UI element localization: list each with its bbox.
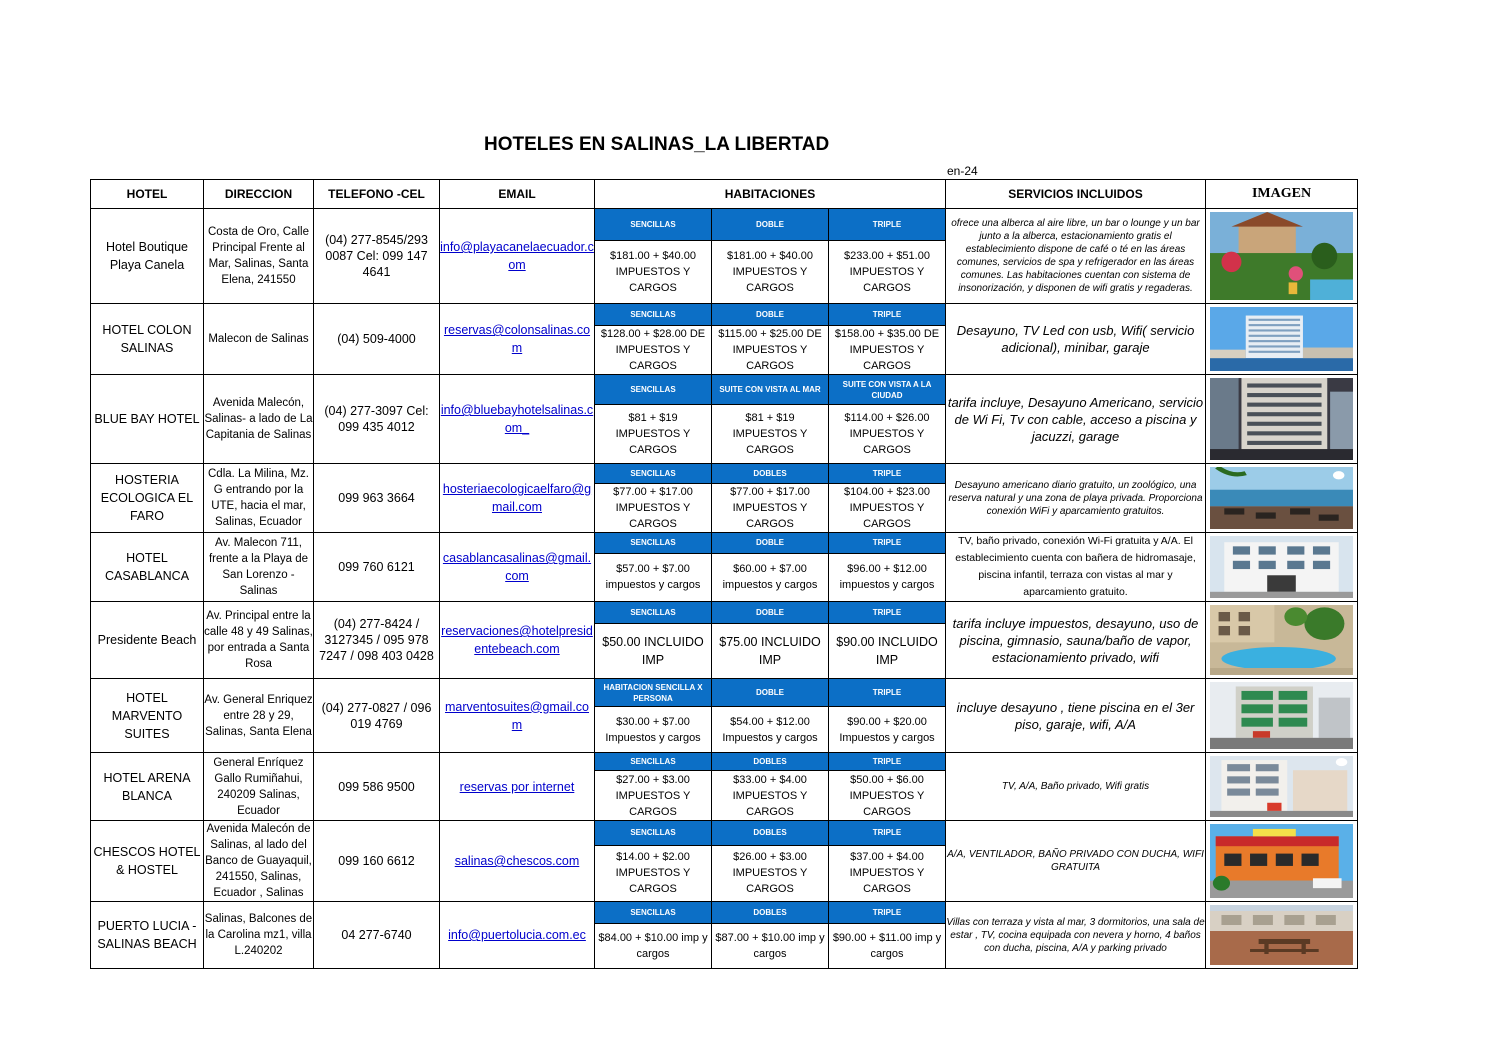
hotel-name: BLUE BAY HOTEL: [91, 375, 204, 464]
room-type-label: TRIPLE: [829, 209, 946, 241]
hotel-email-link[interactable]: salinas@chescos.com: [454, 854, 580, 868]
room-price: $96.00 + $12.00 impuestos y cargos: [829, 553, 946, 601]
room-price: $75.00 INCLUIDO IMP: [712, 624, 829, 679]
room-price: $81 + $19 IMPUESTOS Y CARGOS: [595, 405, 712, 464]
hotel-email-cell: [440, 533, 595, 602]
hotel-email-cell: [440, 821, 595, 902]
services-included: ofrece una alberca al aire libre, un bar o lounge y un bar junto a la alberca, estacionamiento gratis el establecimiento dispone de café o té en las áreas comunes, servicios de spa y refrigerador en las áreas comunes. Las habitaciones cuentan con sistema de insonorización, y disponen de wifi gratis y regaderas.: [946, 209, 1206, 304]
hotel-image-cell: [1206, 375, 1358, 464]
room-type-label: SENCILLAS: [595, 304, 712, 326]
header-imagen: IMAGEN: [1206, 180, 1358, 209]
room-type-label: SENCILLAS: [595, 375, 712, 405]
room-price: $60.00 + $7.00 impuestos y cargos: [712, 553, 829, 601]
hotel-name: HOTEL CASABLANCA: [91, 533, 204, 602]
room-type-label: SENCILLAS: [595, 753, 712, 771]
room-type-label: SENCILLAS: [595, 533, 712, 554]
hotel-image-cell: [1206, 821, 1358, 902]
room-type-label: TRIPLE: [829, 902, 946, 924]
hotel-address: Av. General Enriquez entre 28 y 29, Salinas, Santa Elena: [204, 679, 314, 753]
table-row: [91, 602, 1358, 624]
hotel-phone: (04) 277-8424 / 3127345 / 095 978 7247 / 098 403 0428: [314, 602, 440, 679]
room-type-label: DOBLE: [712, 679, 829, 707]
hotel-phone: (04) 509-4000: [314, 304, 440, 375]
room-type-label: SUITE CON VISTA AL MAR: [712, 375, 829, 405]
room-type-label: DOBLE: [712, 533, 829, 554]
room-price: $37.00 + $4.00 IMPUESTOS Y CARGOS: [829, 845, 946, 901]
services-included: Desayuno, TV Led con usb, Wifi( servicio adicional), minibar, garaje: [946, 304, 1206, 375]
hotel-email-link[interactable]: reservas por internet: [459, 779, 575, 794]
hotel-name: CHESCOS HOTEL & HOSTEL: [91, 821, 204, 902]
pool-courtyard-photo: [1210, 605, 1353, 675]
hotel-name: HOTEL ARENA BLANCA: [91, 753, 204, 821]
hotel-email-cell: [440, 209, 595, 304]
hotel-email-link[interactable]: info@bluebayhotelsalinas.com_: [440, 403, 594, 435]
room-price: $54.00 + $12.00 Impuestos y cargos: [712, 707, 829, 753]
hotel-address: Malecon de Salinas: [204, 304, 314, 375]
room-price: $84.00 + $10.00 imp y cargos: [595, 924, 712, 969]
room-price: $26.00 + $3.00 IMPUESTOS Y CARGOS: [712, 845, 829, 901]
hotel-name: HOSTERIA ECOLOGICA EL FARO: [91, 464, 204, 533]
white-hotel-facade-photo: [1210, 536, 1353, 598]
services-included: incluye desayuno , tiene piscina en el 3er piso, garaje, wifi, A/A: [946, 679, 1206, 753]
room-type-label: DOBLES: [712, 464, 829, 484]
room-type-label: DOBLES: [712, 753, 829, 771]
room-price: $50.00 INCLUIDO IMP: [595, 624, 712, 679]
room-type-label: SENCILLAS: [595, 821, 712, 846]
services-included: TV, baño privado, conexión Wi-Fi gratuita y A/A. El establecimiento cuenta con bañera de hidromasaje, piscina infantil, terraza con vistas al mar y aparcamiento gratuito.: [946, 533, 1206, 602]
room-type-label: TRIPLE: [829, 533, 946, 554]
services-included: A/A, VENTILADOR, BAÑO PRIVADO CON DUCHA, WIFI GRATUITA: [946, 821, 1206, 902]
table-header-row: [91, 180, 1358, 209]
hotel-address: Salinas, Balcones de la Carolina mz1, villa L.240202: [204, 902, 314, 969]
hotel-email-cell: [440, 753, 595, 821]
room-type-label: SENCILLAS: [595, 464, 712, 484]
room-price: $30.00 + $7.00 Impuestos y cargos: [595, 707, 712, 753]
hotel-address: General Enríquez Gallo Rumiñahui, 240209 Salinas, Ecuador: [204, 753, 314, 821]
room-price: $50.00 + $6.00 IMPUESTOS Y CARGOS: [829, 771, 946, 821]
date-label: en-24: [947, 164, 978, 178]
hotel-tower-seafront-photo: [1210, 307, 1353, 371]
room-type-label: TRIPLE: [829, 821, 946, 846]
hotel-address: Cdla. La Milina, Mz. G entrando por la UTE, hacia el mar, Salinas, Ecuador: [204, 464, 314, 533]
room-type-label: DOBLE: [712, 304, 829, 326]
table-row: [91, 902, 1358, 924]
high-rise-building-photo: [1210, 378, 1353, 460]
table-row: [91, 304, 1358, 326]
hotel-email-cell: [440, 902, 595, 969]
room-price: $14.00 + $2.00 IMPUESTOS Y CARGOS: [595, 845, 712, 901]
white-building-street-photo: [1210, 756, 1353, 817]
hotel-email-cell: [440, 602, 595, 679]
hotel-name: HOTEL MARVENTO SUITES: [91, 679, 204, 753]
room-type-label: TRIPLE: [829, 753, 946, 771]
room-type-label: TRIPLE: [829, 464, 946, 484]
hotel-address: Avenida Malecón de Salinas, al lado del Banco de Guayaquil, 241550, Salinas, Ecuador , Salinas: [204, 821, 314, 902]
services-included: Villas con terraza y vista al mar, 3 dormitorios, una sala de estar , TV, cocina equipada con nevera y horno, 4 baños con ducha, piscina, A/A y parking privado: [946, 902, 1206, 969]
room-price: $33.00 + $4.00 IMPUESTOS Y CARGOS: [712, 771, 829, 821]
hotel-phone: (04) 277-0827 / 096 019 4769: [314, 679, 440, 753]
hotel-image-cell: [1206, 679, 1358, 753]
page-title: HOTELES EN SALINAS_LA LIBERTAD: [484, 134, 830, 155]
room-type-label: DOBLES: [712, 821, 829, 846]
table-row: [91, 209, 1358, 241]
table-row: [91, 533, 1358, 554]
room-price: $87.00 + $10.00 imp y cargos: [712, 924, 829, 969]
room-type-label: SUITE CON VISTA A LA CIUDAD: [829, 375, 946, 405]
hotel-email-cell: [440, 679, 595, 753]
hotel-address: Av. Malecon 711, frente a la Playa de San Lorenzo - Salinas: [204, 533, 314, 602]
room-type-label: HABITACION SENCILLA X PERSONA: [595, 679, 712, 707]
room-price: $27.00 + $3.00 IMPUESTOS Y CARGOS: [595, 771, 712, 821]
hotel-phone: 099 963 3664: [314, 464, 440, 533]
hotel-phone: 04 277-6740: [314, 902, 440, 969]
room-price: $90.00 + $20.00 Impuestos y cargos: [829, 707, 946, 753]
hotel-image-cell: [1206, 902, 1358, 969]
table-row: [91, 753, 1358, 771]
hotel-phone: 099 160 6612: [314, 821, 440, 902]
hotel-image-cell: [1206, 533, 1358, 602]
room-price: $181.00 + $40.00 IMPUESTOS Y CARGOS: [712, 241, 829, 304]
hotel-image-cell: [1206, 753, 1358, 821]
hotel-garden-pool-photo: [1210, 212, 1353, 300]
header-habitaciones: HABITACIONES: [595, 180, 946, 209]
room-type-label: DOBLE: [712, 209, 829, 241]
services-included: TV, A/A, Baño privado, Wifi gratis: [946, 753, 1206, 821]
room-type-label: SENCILLAS: [595, 902, 712, 924]
hotel-phone: (04) 277-8545/293 0087 Cel: 099 147 4641: [314, 209, 440, 304]
header-hotel: HOTEL: [91, 180, 204, 209]
header-email: EMAIL: [440, 180, 595, 209]
hotel-image-cell: [1206, 304, 1358, 375]
hotel-email-link[interactable]: reservas@colonsalinas.com: [443, 323, 591, 355]
beach-terrace-photo: [1210, 467, 1353, 529]
hotel-email-cell: [440, 375, 595, 464]
room-price: $233.00 + $51.00 IMPUESTOS Y CARGOS: [829, 241, 946, 304]
room-type-label: DOBLES: [712, 902, 829, 924]
room-price: $77.00 + $17.00 IMPUESTOS Y CARGOS: [595, 484, 712, 533]
hotel-email-link[interactable]: reservaciones@hotelpresidentebeach.com: [441, 624, 593, 656]
table-row: [91, 679, 1358, 707]
room-price: $115.00 + $25.00 DE IMPUESTOS Y CARGOS: [712, 326, 829, 375]
room-price: $57.00 + $7.00 impuestos y cargos: [595, 553, 712, 601]
hotel-name: PUERTO LUCIA - SALINAS BEACH: [91, 902, 204, 969]
room-type-label: SENCILLAS: [595, 602, 712, 624]
room-price: $104.00 + $23.00 IMPUESTOS Y CARGOS: [829, 484, 946, 533]
hotel-address: Av. Principal entre la calle 48 y 49 Salinas, por entrada a Santa Rosa: [204, 602, 314, 679]
room-type-label: TRIPLE: [829, 304, 946, 326]
services-included: tarifa incluye, Desayuno Americano, servicio de Wi Fi, Tv con cable, acceso a piscina y jacuzzi, garage: [946, 375, 1206, 464]
hotel-name: HOTEL COLON SALINAS: [91, 304, 204, 375]
hotel-email-link[interactable]: hosteriaecologicaelfaro@gmail.com: [442, 482, 592, 514]
services-included: tarifa incluye impuestos, desayuno, uso de piscina, gimnasio, sauna/baño de vapor, estacionamiento privado, wifi: [946, 602, 1206, 679]
room-type-label: DOBLE: [712, 602, 829, 624]
hotel-email-link[interactable]: marventosuites@gmail.com: [445, 699, 589, 732]
room-type-label: SENCILLAS: [595, 209, 712, 241]
hotel-email-link[interactable]: info@playacanelaecuador.com: [440, 240, 594, 272]
green-glass-building-photo: [1210, 682, 1353, 749]
header-direccion: DIRECCION: [204, 180, 314, 209]
header-servicios: SERVICIOS INCLUIDOS: [946, 180, 1206, 209]
hotel-email-cell: [440, 304, 595, 375]
services-included: Desayuno americano diario gratuito, un zoológico, una reserva natural y una zona de playa privada. Proporciona conexión WiFi y aparcamiento gratuitos.: [946, 464, 1206, 533]
colorful-storefront-photo: [1210, 824, 1353, 898]
hotel-email-cell: [440, 464, 595, 533]
room-price: $128.00 + $28.00 DE IMPUESTOS Y CARGOS: [595, 326, 712, 375]
table-row: [91, 821, 1358, 846]
room-type-label: TRIPLE: [829, 679, 946, 707]
header-telefono: TELEFONO -CEL: [314, 180, 440, 209]
room-price: $114.00 + $26.00 IMPUESTOS Y CARGOS: [829, 405, 946, 464]
hotel-name: Presidente Beach: [91, 602, 204, 679]
hotel-image-cell: [1206, 602, 1358, 679]
room-price: $90.00 INCLUIDO IMP: [829, 624, 946, 679]
table-row: [91, 464, 1358, 484]
room-price: $158.00 + $35.00 DE IMPUESTOS Y CARGOS: [829, 326, 946, 375]
terrace-picnic-table-photo: [1210, 905, 1353, 965]
hotel-address: Costa de Oro, Calle Principal Frente al Mar, Salinas, Santa Elena, 241550: [204, 209, 314, 304]
hotel-phone: 099 760 6121: [314, 533, 440, 602]
room-price: $77.00 + $17.00 IMPUESTOS Y CARGOS: [712, 484, 829, 533]
hotel-image-cell: [1206, 209, 1358, 304]
table-row: [91, 375, 1358, 405]
room-price: $81 + $19 IMPUESTOS Y CARGOS: [712, 405, 829, 464]
room-price: $181.00 + $40.00 IMPUESTOS Y CARGOS: [595, 241, 712, 304]
hotel-name: Hotel Boutique Playa Canela: [91, 209, 204, 304]
hotels-table: [90, 179, 1358, 969]
room-price: $90.00 + $11.00 imp y cargos: [829, 924, 946, 969]
hotel-image-cell: [1206, 464, 1358, 533]
hotel-address: Avenida Malecón, Salinas- a lado de La Capitania de Salinas: [204, 375, 314, 464]
room-type-label: TRIPLE: [829, 602, 946, 624]
hotel-phone: (04) 277-3097 Cel: 099 435 4012: [314, 375, 440, 464]
hotel-phone: 099 586 9500: [314, 753, 440, 821]
hotel-email-link[interactable]: info@puertolucia.com.ec: [448, 928, 586, 942]
hotel-email-link[interactable]: casablancasalinas@gmail.com: [442, 551, 592, 583]
